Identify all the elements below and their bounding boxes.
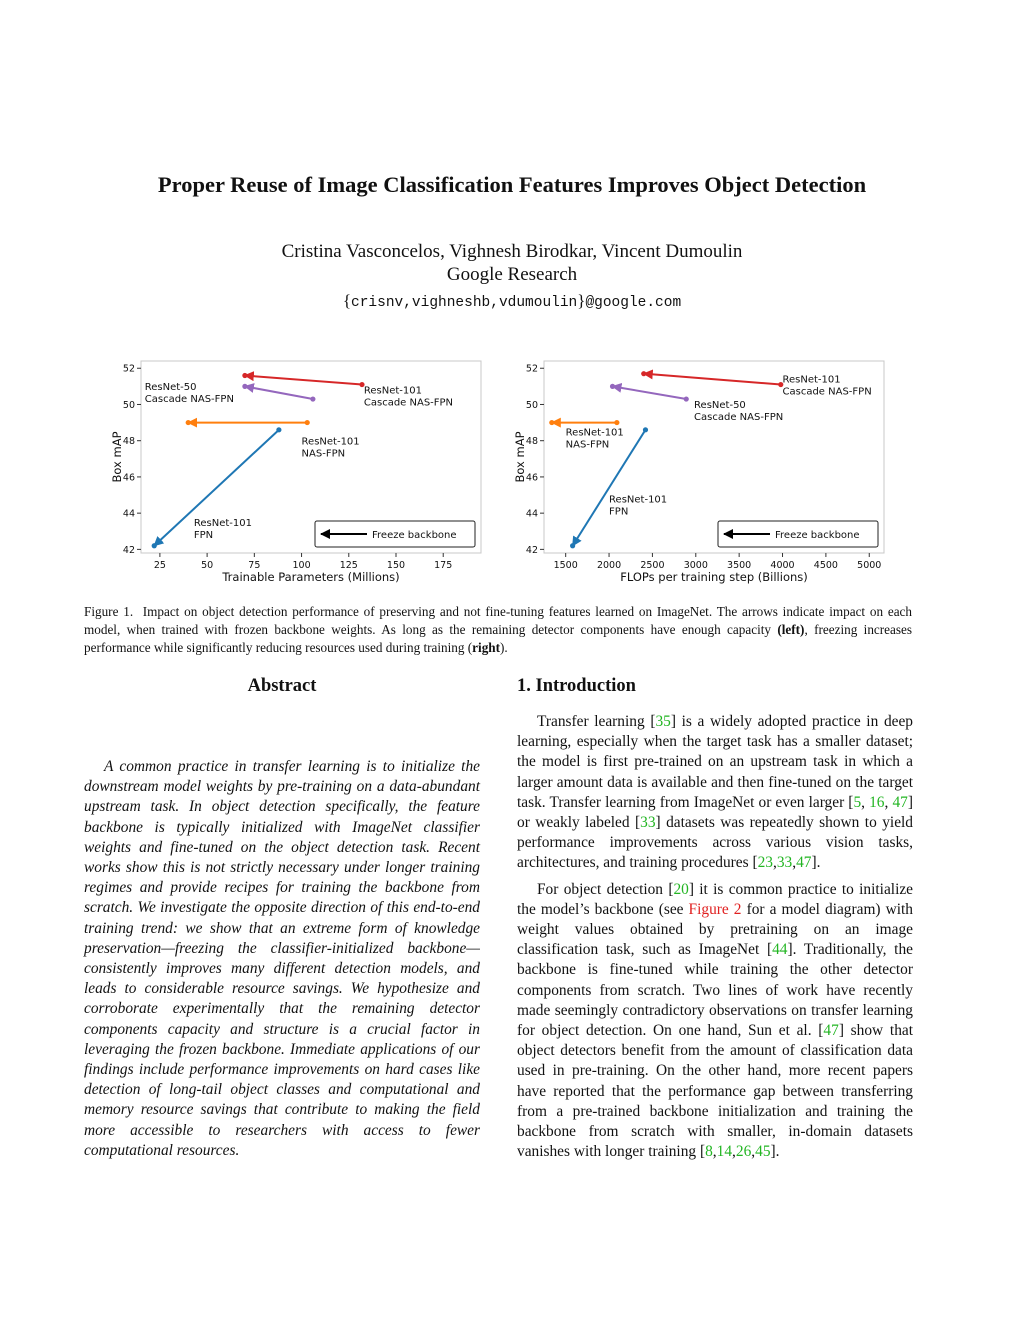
data-point-end bbox=[570, 543, 575, 548]
email-brace-close: } bbox=[577, 291, 586, 310]
y-axis-label: Box mAP bbox=[110, 431, 124, 483]
data-point-end bbox=[152, 543, 157, 548]
figure-caption bbox=[84, 603, 912, 658]
series-label: ResNet-101 bbox=[301, 436, 360, 448]
intro-paragraph-2: For object detection [20] it is common practice to initialize the model’s backbone (see Figure 2 for a model diagram) with weight values obtained by pretraining on an image classification task, such as ImageNet [44]. Traditionally, the backbone is fine-tuned while training the other detector components from scratch. Two lines of work have recently made seemingly contradictory observations on transfer learning for object detection. On one hand, Sun et al. [47] show that object detectors benefit from the amount of classification data used in pre-training. On the other hand, more recent papers have reported that the performance gap between transferring from a pre-trained backbone initialization and training the backbone from scratch with smaller, in-domain datasets vanishes with longer training [8,14,26,45]. bbox=[517, 880, 914, 1161]
citation-link[interactable]: 14 bbox=[716, 1143, 733, 1161]
x-tick-label: 100 bbox=[292, 560, 311, 571]
citation-link[interactable]: 45 bbox=[755, 1143, 771, 1161]
abstract-body bbox=[84, 757, 480, 1161]
x-tick-label: 3500 bbox=[727, 560, 752, 571]
series-arrow bbox=[245, 375, 362, 384]
citation-link[interactable]: 16 bbox=[869, 793, 885, 811]
y-tick-label: 46 bbox=[525, 472, 538, 484]
citation-link[interactable]: 47 bbox=[892, 793, 908, 811]
abstract-heading bbox=[84, 676, 480, 697]
data-point-end bbox=[242, 384, 247, 389]
caption-text: , freezing increases performance while significantly reducing resources used during training ( bbox=[84, 622, 912, 656]
x-tick-label: 50 bbox=[201, 560, 214, 571]
introduction-heading-text: 1. Introduction bbox=[517, 676, 636, 696]
caption-right: right bbox=[472, 640, 501, 656]
introduction-body bbox=[517, 712, 913, 1162]
figure-1-right-chart bbox=[508, 355, 898, 593]
series-label: ResNet-50 bbox=[144, 381, 197, 393]
data-point-end bbox=[549, 420, 554, 425]
series-label: ResNet-50 bbox=[694, 400, 746, 412]
email-users: crisnv,vighneshb,vdumoulin bbox=[351, 295, 578, 311]
authors: Cristina Vasconcelos, Vighnesh Birodkar, Vincent Dumoulin bbox=[281, 241, 743, 262]
introduction-heading bbox=[517, 676, 636, 697]
y-tick-label: 50 bbox=[525, 399, 538, 411]
caption-left: (left) bbox=[777, 622, 805, 638]
series-arrow bbox=[245, 386, 313, 399]
y-tick-label: 42 bbox=[525, 544, 538, 556]
y-tick-label: 46 bbox=[122, 472, 135, 484]
x-tick-label: 4000 bbox=[770, 560, 795, 571]
citation-link[interactable]: 47 bbox=[823, 1022, 839, 1040]
abstract-heading-text: Abstract bbox=[247, 676, 317, 696]
data-point-start bbox=[310, 396, 315, 401]
email-domain: @google.com bbox=[585, 295, 682, 311]
x-tick-label: 25 bbox=[153, 560, 166, 571]
citation-link[interactable]: 20 bbox=[673, 880, 689, 898]
x-axis-label: FLOPs per training step (Billions) bbox=[620, 570, 808, 584]
caption-text: ). bbox=[500, 640, 508, 656]
caption-label: Figure 1. bbox=[84, 604, 134, 619]
series-label: Cascade NAS-FPN bbox=[782, 386, 872, 398]
y-axis-label: Box mAP bbox=[513, 431, 527, 483]
series-label: NAS-FPN bbox=[565, 439, 610, 451]
data-point-end bbox=[610, 384, 615, 389]
series-label: ResNet-101 bbox=[609, 494, 668, 506]
y-tick-label: 52 bbox=[122, 363, 135, 375]
y-tick-label: 52 bbox=[525, 363, 538, 375]
y-tick-label: 42 bbox=[122, 544, 135, 556]
citation-link[interactable]: 33 bbox=[776, 854, 793, 872]
series-label: FPN bbox=[609, 506, 629, 518]
citation-link[interactable]: 33 bbox=[640, 814, 656, 832]
figure-link[interactable]: Figure 2 bbox=[688, 900, 742, 918]
x-tick-label: 75 bbox=[248, 560, 261, 571]
x-tick-label: 150 bbox=[386, 560, 406, 571]
citation-link[interactable]: 26 bbox=[735, 1143, 752, 1161]
x-tick-label: 2000 bbox=[596, 560, 622, 571]
x-tick-label: 3000 bbox=[683, 560, 708, 571]
figure-1-left-chart bbox=[105, 355, 495, 593]
series-label: NAS-FPN bbox=[301, 448, 346, 460]
series-label: ResNet-101 bbox=[782, 374, 841, 386]
data-point-end bbox=[242, 373, 247, 378]
series-label: Cascade NAS-FPN bbox=[144, 393, 234, 405]
citation-link[interactable]: 47 bbox=[796, 854, 812, 872]
y-tick-label: 50 bbox=[122, 399, 135, 411]
y-tick-label: 48 bbox=[122, 436, 135, 448]
x-axis-label: Trainable Parameters (Millions) bbox=[222, 570, 400, 584]
x-tick-label: 1500 bbox=[553, 560, 578, 571]
series-arrow bbox=[613, 386, 687, 399]
data-point-start bbox=[305, 420, 310, 425]
data-point-start bbox=[276, 427, 281, 432]
citation-link[interactable]: 8 bbox=[705, 1143, 713, 1161]
author-emails bbox=[0, 291, 1024, 311]
y-tick-label: 48 bbox=[525, 436, 538, 448]
citation-link[interactable]: 44 bbox=[772, 941, 788, 959]
series-label: FPN bbox=[193, 529, 214, 541]
citation-link[interactable]: 5 bbox=[853, 793, 862, 811]
email-brace-open: { bbox=[342, 291, 352, 310]
x-tick-label: 4500 bbox=[813, 560, 838, 571]
y-tick-label: 44 bbox=[525, 508, 538, 520]
series-arrow bbox=[644, 374, 781, 385]
series-label: Cascade NAS-FPN bbox=[694, 412, 784, 424]
legend-label: Freeze backbone bbox=[372, 530, 457, 541]
author-block bbox=[0, 240, 1024, 286]
series-label: ResNet-101 bbox=[565, 427, 624, 439]
affiliation: Google Research bbox=[446, 264, 578, 285]
data-point-start bbox=[643, 427, 648, 432]
x-tick-label: 5000 bbox=[857, 560, 882, 571]
data-point-end bbox=[186, 420, 191, 425]
citation-link[interactable]: 23 bbox=[757, 854, 773, 872]
data-point-end bbox=[641, 371, 646, 376]
series-label: ResNet-101 bbox=[363, 385, 423, 397]
y-tick-label: 44 bbox=[122, 508, 135, 520]
legend-label: Freeze backbone bbox=[775, 530, 860, 541]
x-tick-label: 2500 bbox=[640, 560, 665, 571]
x-tick-label: 125 bbox=[339, 560, 358, 571]
x-tick-label: 175 bbox=[434, 560, 453, 571]
series-label: Cascade NAS-FPN bbox=[363, 397, 454, 409]
data-point-start bbox=[684, 396, 689, 401]
caption-text: Impact on object detection performance of preserving and not fine-tuning features learned on ImageNet. The arrows indicate impact on each model, when trained with frozen backbone weights. As long as the remaining detector components have enough capacity bbox=[84, 604, 913, 638]
series-label: ResNet-101 bbox=[193, 517, 253, 529]
data-point-start bbox=[614, 420, 619, 425]
paper-title: Proper Reuse of Image Classification Features Improves Object Detection bbox=[157, 172, 867, 197]
citation-link[interactable]: 35 bbox=[655, 713, 671, 730]
intro-paragraph-1: Transfer learning [35] is a widely adopted practice in deep learning, especially when the target task has a smaller dataset; the model is first pre-trained on an upstream task in which a larger amount data is available and then fine-tuned on the target task. Transfer learning from ImageNet or even larger [5, 16, 47] or weakly labeled [33] datasets was repeatedly shown to yield performance improvements across various vision tasks, architectures, and training procedures [23,33,47]. bbox=[517, 713, 913, 872]
abstract-paragraph: A common practice in transfer learning is to initialize the downstream model weights by pre-training on a data-abundant upstream task. In object detection specifically, the feature backbone is typically initialized with ImageNet classifier weights and fine-tuned on the object detection task. Recent works show this is not strictly necessary under longer training regimes and provide recipes for training the backbone from scratch. We investigate the opposite direction of this end-to-end training trend: we show that an extreme form of knowledge preservation—freezing the classifier-initialized backbone— consistently improves many different detection models, and leads to considerable resource savings. We hypothesize and corroborate experimentally that the remaining detector components capacity and structure is a crucial factor in leveraging the frozen backbone. Immediate applications of our findings include performance improvements on hard cases like detection of long-tail object classes and computational and memory resource savings that contribute to making the field more accessible to researchers with access to fewer computational resources. bbox=[84, 758, 480, 1159]
